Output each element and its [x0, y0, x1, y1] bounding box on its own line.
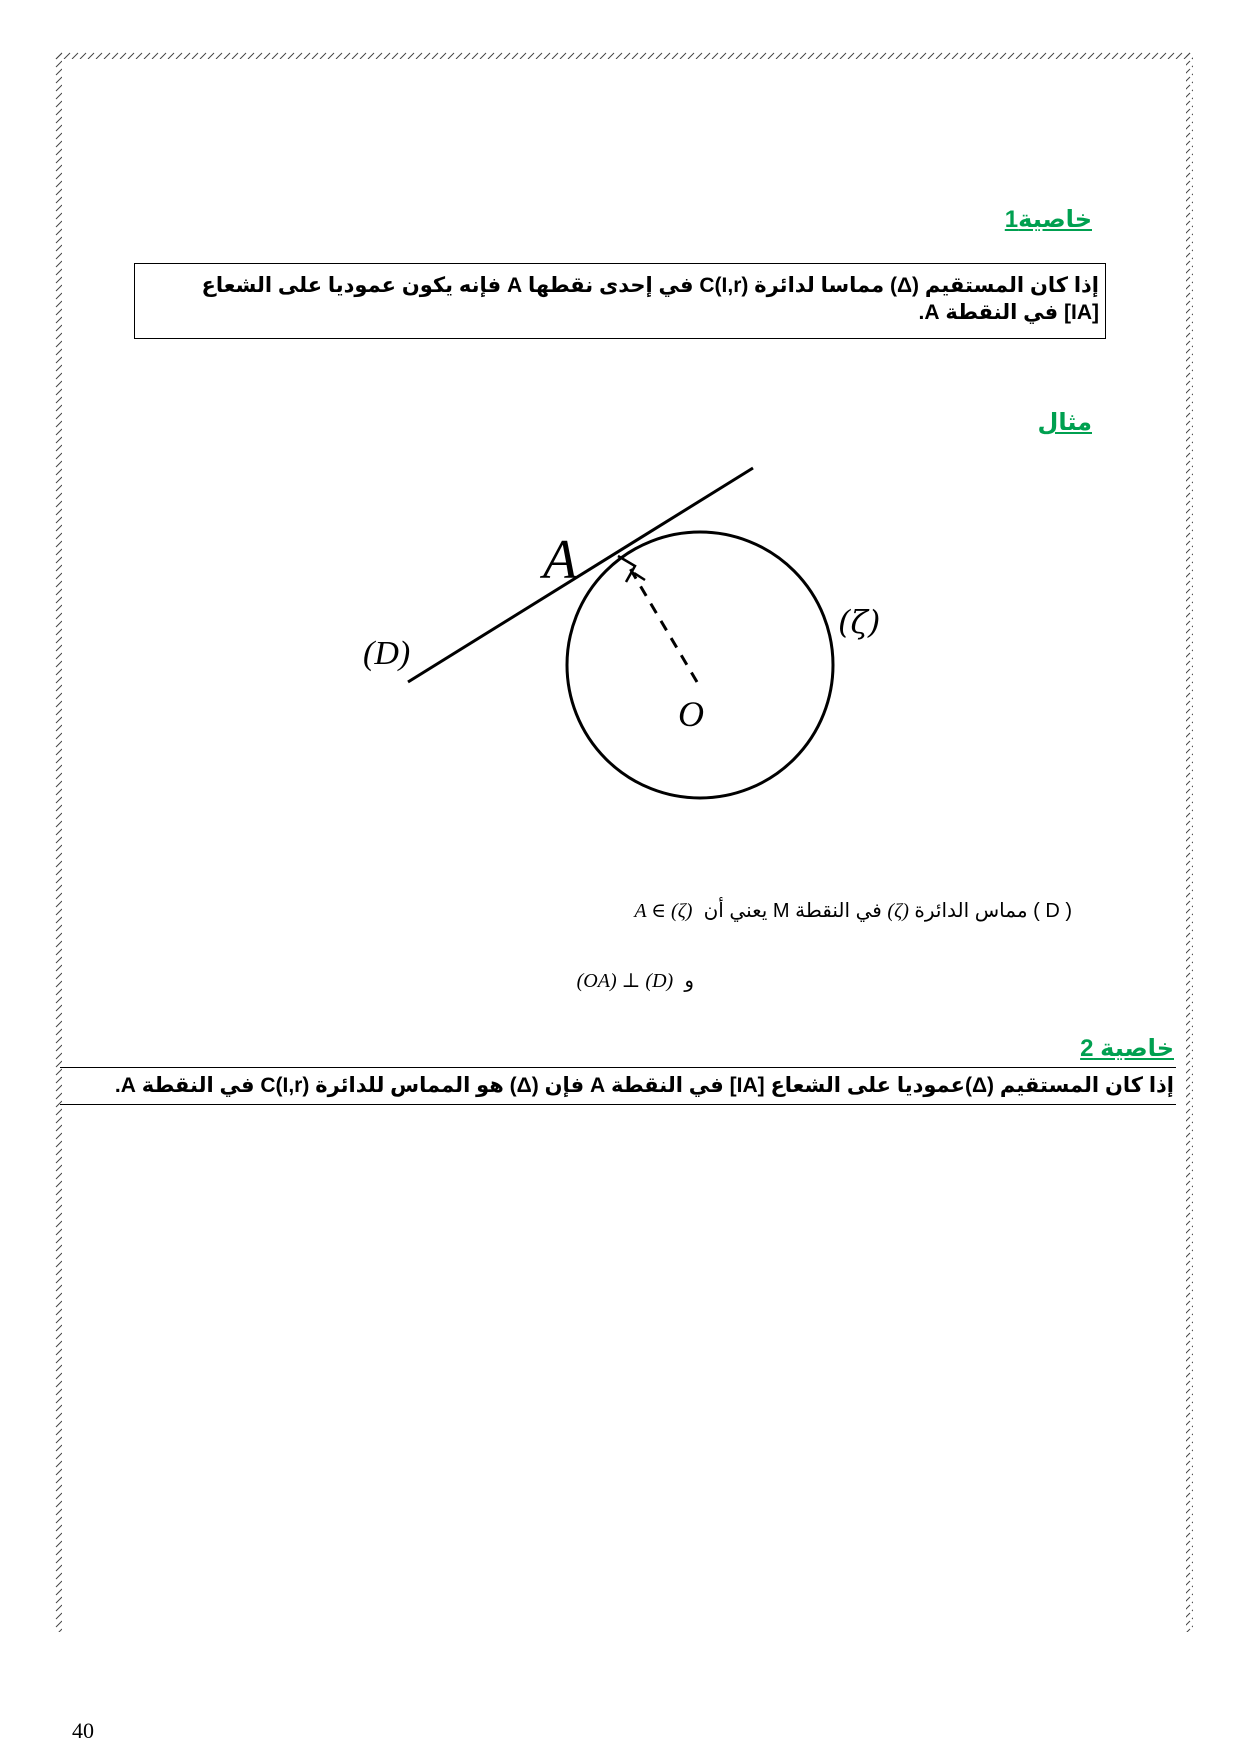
label-o: O — [678, 694, 704, 734]
statement1-math: A ∈ (ζ) — [634, 900, 693, 922]
tangent-line-d — [408, 468, 753, 682]
statement2-and: و — [684, 970, 694, 992]
label-a: A — [543, 529, 578, 591]
statement1-m: M — [772, 900, 790, 922]
page-number: 40 — [72, 1718, 94, 1743]
statement1-zeta: (ζ) — [887, 900, 909, 922]
example-heading: مثال — [1037, 409, 1092, 436]
property2-heading: خاصية 2 — [1080, 1035, 1174, 1062]
property1-line1: إذا كان المستقيم (Δ) مماسا لدائرة C(I,r) في إحدى نقطها A فإنه يكون عموديا على الشعاع — [201, 274, 1099, 297]
property1-heading: خاصية1 — [1004, 206, 1092, 233]
property2-box — [60, 1067, 1176, 1105]
example-statement-2 — [577, 968, 694, 993]
statement1-text: ( D ) مماس الدائرة — [914, 900, 1072, 922]
property1-line2: [IA] في النقطة A. — [918, 301, 1099, 324]
radius-oa — [628, 565, 697, 682]
property2-line1: إذا كان المستقيم (Δ)عموديا على الشعاع [IA] في النقطة A فإن (Δ) هو المماس للدائرة C(I,r) في النقطة A. — [114, 1074, 1174, 1097]
statement1-text2: في النقطة — [795, 900, 882, 922]
label-zeta: (ζ) — [838, 603, 881, 641]
statement2-math: (OA) ⊥ (D) — [576, 970, 674, 992]
label-d: (D) — [363, 635, 411, 672]
circle-zeta — [567, 532, 833, 798]
statement1-text3: يعني أن — [703, 900, 768, 922]
example-statement-1 — [634, 898, 1072, 923]
